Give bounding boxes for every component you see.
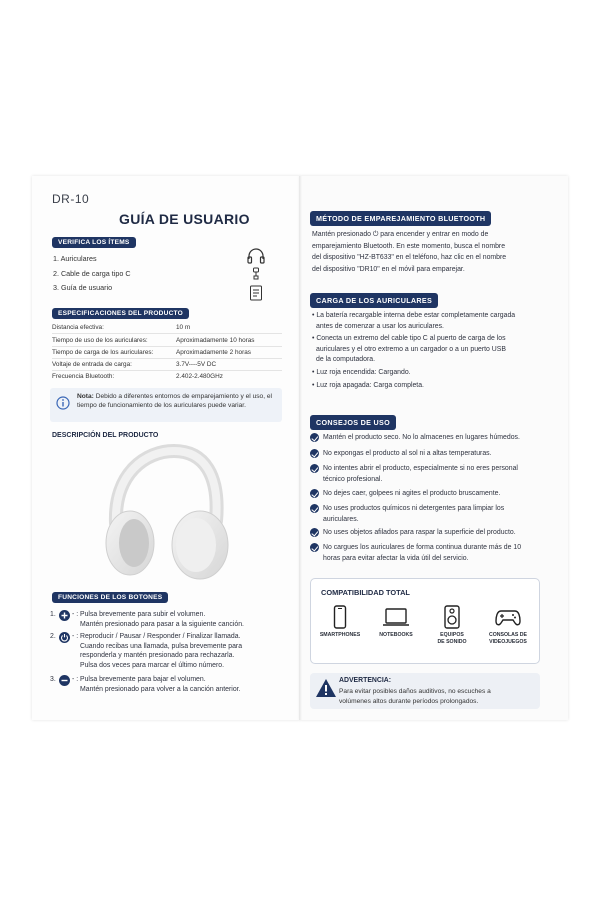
warning-box bbox=[310, 673, 540, 709]
pairing-line: Mantén presionado ⏻ para encender y entrar en modo de bbox=[312, 231, 489, 238]
device-label-line: DE SONIDO bbox=[437, 639, 467, 645]
function-text: Pulsa dos veces para marcar el último número. bbox=[80, 661, 225, 669]
tip-text: No uses objetos afilados para raspar la superficie del producto. bbox=[323, 529, 516, 536]
tip-text: horas para evitar afectar la vida útil del servicio. bbox=[323, 554, 469, 562]
volume-down-icon bbox=[59, 675, 70, 686]
row-separator: - : bbox=[72, 633, 79, 640]
row-number: 3. bbox=[50, 676, 56, 683]
tip-text: No dejes caer, golpees ni agites el producto bruscamente. bbox=[323, 490, 501, 497]
charging-bullet bbox=[312, 334, 538, 366]
tip-text: No cargues los auriculares de forma continua durante más de 10 bbox=[323, 544, 522, 551]
page-fold bbox=[299, 176, 302, 720]
device-label bbox=[481, 632, 535, 646]
tip-text: No uses productos químicos ni detergentes para limpiar los bbox=[323, 505, 505, 512]
device-label-line: EQUIPOS bbox=[440, 632, 464, 638]
spec-label: Tiempo de uso de los auriculares: bbox=[52, 337, 148, 344]
spec-row bbox=[52, 359, 282, 371]
bullet-line: • Luz roja encendida: Cargando. bbox=[312, 369, 411, 376]
tip-text: No expongas el producto al sol ni a altas temperaturas. bbox=[323, 450, 492, 457]
compatibility-title: COMPATIBILIDAD TOTAL bbox=[321, 588, 410, 597]
device-label-line: VIDEOJUEGOS bbox=[489, 639, 527, 645]
device-label: NOTEBOOKS bbox=[379, 632, 413, 638]
pairing-heading: MÉTODO DE EMPAREJAMIENTO BLUETOOTH bbox=[310, 211, 491, 226]
spec-value: 10 m bbox=[176, 324, 191, 331]
tip-item bbox=[308, 543, 540, 565]
device-notebooks bbox=[369, 605, 423, 639]
note-label: Nota: bbox=[77, 393, 94, 400]
bullet-line: • Luz roja apagada: Carga completa. bbox=[312, 382, 424, 389]
pairing-line: del dispositivo "HZ-BT633" en el teléfono, haz clic en el nombre bbox=[312, 254, 507, 261]
gamepad-icon bbox=[495, 605, 521, 629]
warning-text: Para evitar posibles daños auditivos, no escuches a bbox=[339, 688, 491, 695]
bullet-line: • La batería recargable interna debe estar completamente cargada bbox=[312, 312, 516, 319]
tip-text: auriculares. bbox=[323, 515, 359, 523]
spec-label: Voltaje de entrada de carga: bbox=[52, 361, 132, 368]
note-box bbox=[50, 388, 282, 422]
check-icon bbox=[310, 489, 319, 498]
spec-row bbox=[52, 347, 282, 359]
function-text: Pulsa brevemente para bajar el volumen. bbox=[80, 676, 206, 683]
compatibility-box bbox=[310, 578, 540, 664]
row-number: 1. bbox=[50, 611, 56, 618]
function-text: Pulsa brevemente para subir el volumen. bbox=[80, 611, 206, 618]
device-consoles bbox=[481, 605, 535, 646]
tip-item bbox=[308, 489, 540, 501]
spec-value: Aproximadamente 2 horas bbox=[176, 349, 251, 356]
check-item: 2. Cable de carga tipo C bbox=[53, 269, 131, 278]
bullet-line: auriculares y el otro extremo a un cargador o a un puerto USB bbox=[316, 345, 506, 353]
function-text: Cuando recibas una llamada, pulsa brevemente para bbox=[80, 642, 243, 650]
tip-item bbox=[308, 528, 540, 540]
button-function-row bbox=[50, 632, 290, 672]
spec-label: Tiempo de carga de los auriculares: bbox=[52, 349, 154, 356]
check-item: 1. Auriculares bbox=[53, 254, 97, 263]
button-function-row bbox=[50, 610, 290, 632]
function-text: responderla y mantén presionado para rechazarla. bbox=[80, 652, 235, 659]
device-smartphones bbox=[313, 605, 367, 639]
speaker-icon bbox=[443, 605, 461, 629]
power-icon bbox=[59, 632, 70, 643]
charging-bullet bbox=[312, 368, 538, 379]
pairing-text bbox=[312, 229, 540, 275]
check-item: 3. Guía de usuario bbox=[53, 283, 113, 292]
check-items-heading: VERIFICA LOS ÍTEMS bbox=[52, 237, 136, 248]
function-text: Mantén presionado para pasar a la siguiente canción. bbox=[80, 620, 244, 628]
row-separator: - : bbox=[72, 676, 79, 683]
model-number: DR-10 bbox=[52, 192, 90, 206]
tip-text: No intentes abrir el producto, especialmente si no eres personal bbox=[323, 465, 518, 472]
volume-up-icon bbox=[59, 610, 70, 621]
tip-item bbox=[308, 433, 540, 445]
row-separator: - : bbox=[72, 611, 79, 618]
tip-item bbox=[308, 464, 540, 486]
bullet-line: • Conecta un extremo del cable tipo C al puerto de carga de los bbox=[312, 335, 506, 342]
device-speakers bbox=[425, 605, 479, 646]
spec-value: 2.402-2.480GHz bbox=[176, 373, 223, 380]
pairing-line: del dispositivo "DR10" en el móvil para emparejar. bbox=[312, 265, 465, 273]
charging-heading: CARGA DE LOS AURICULARES bbox=[310, 293, 438, 308]
check-icon bbox=[310, 464, 319, 473]
check-icon bbox=[310, 543, 319, 552]
page-title: GUÍA DE USUARIO bbox=[119, 211, 250, 227]
row-number: 2. bbox=[50, 633, 56, 640]
device-label: SMARTPHONES bbox=[319, 632, 361, 638]
charging-bullet bbox=[312, 311, 538, 332]
tip-text: Mantén el producto seco. No lo almacenes en lugares húmedos. bbox=[323, 434, 520, 441]
spec-label: Frecuencia Bluetooth: bbox=[52, 373, 115, 380]
spec-row bbox=[52, 322, 282, 334]
bullet-line: antes de comenzar a usar los auriculares. bbox=[316, 322, 444, 330]
headphones-product-image bbox=[96, 443, 236, 583]
note-text: Debido a diferentes entornos de emparejamiento y el uso, el tiempo de funcionamiento de los auriculares puede variar. bbox=[77, 393, 273, 409]
spec-value: 3.7V----5V DC bbox=[176, 361, 217, 368]
tips-heading: CONSEJOS DE USO bbox=[310, 415, 396, 430]
headphones-icon bbox=[246, 247, 266, 265]
button-function-row bbox=[50, 675, 290, 697]
spec-row bbox=[52, 371, 282, 383]
manual-icon bbox=[249, 285, 263, 301]
check-icon bbox=[310, 504, 319, 513]
function-text: Reproducir / Pausar / Responder / Finalizar llamada. bbox=[80, 633, 241, 640]
check-icon bbox=[310, 449, 319, 458]
spec-value: Aproximadamente 10 horas bbox=[176, 337, 255, 344]
buttons-heading: FUNCIONES DE LOS BOTONES bbox=[52, 592, 168, 603]
bullet-line: de la computadora. bbox=[316, 356, 375, 363]
laptop-icon bbox=[381, 605, 411, 629]
spec-label: Distancia efectiva: bbox=[52, 324, 104, 331]
check-icon bbox=[310, 528, 319, 537]
device-label bbox=[425, 632, 479, 646]
warning-text: volúmenes altos durante períodos prolongados. bbox=[339, 698, 479, 705]
device-label-line: CONSOLAS DE bbox=[488, 632, 528, 638]
smartphone-icon bbox=[333, 605, 347, 629]
warning-icon bbox=[315, 678, 337, 698]
specs-heading: ESPECIFICACIONES DEL PRODUCTO bbox=[52, 308, 189, 319]
charging-bullet bbox=[312, 381, 538, 392]
warning-title: ADVERTENCIA: bbox=[339, 677, 392, 684]
function-text: Mantén presionado para volver a la canción anterior. bbox=[80, 685, 241, 693]
cable-icon bbox=[251, 267, 261, 281]
pairing-line: emparejamiento Bluetooth. En este momento, busca el nombre bbox=[312, 242, 506, 250]
tip-text: técnico profesional. bbox=[323, 475, 383, 483]
check-icon bbox=[310, 433, 319, 442]
info-icon bbox=[56, 396, 70, 410]
spec-row bbox=[52, 335, 282, 347]
tip-item bbox=[308, 504, 540, 526]
tip-item bbox=[308, 449, 540, 461]
product-description-heading: DESCRIPCIÓN DEL PRODUCTO bbox=[52, 432, 159, 439]
